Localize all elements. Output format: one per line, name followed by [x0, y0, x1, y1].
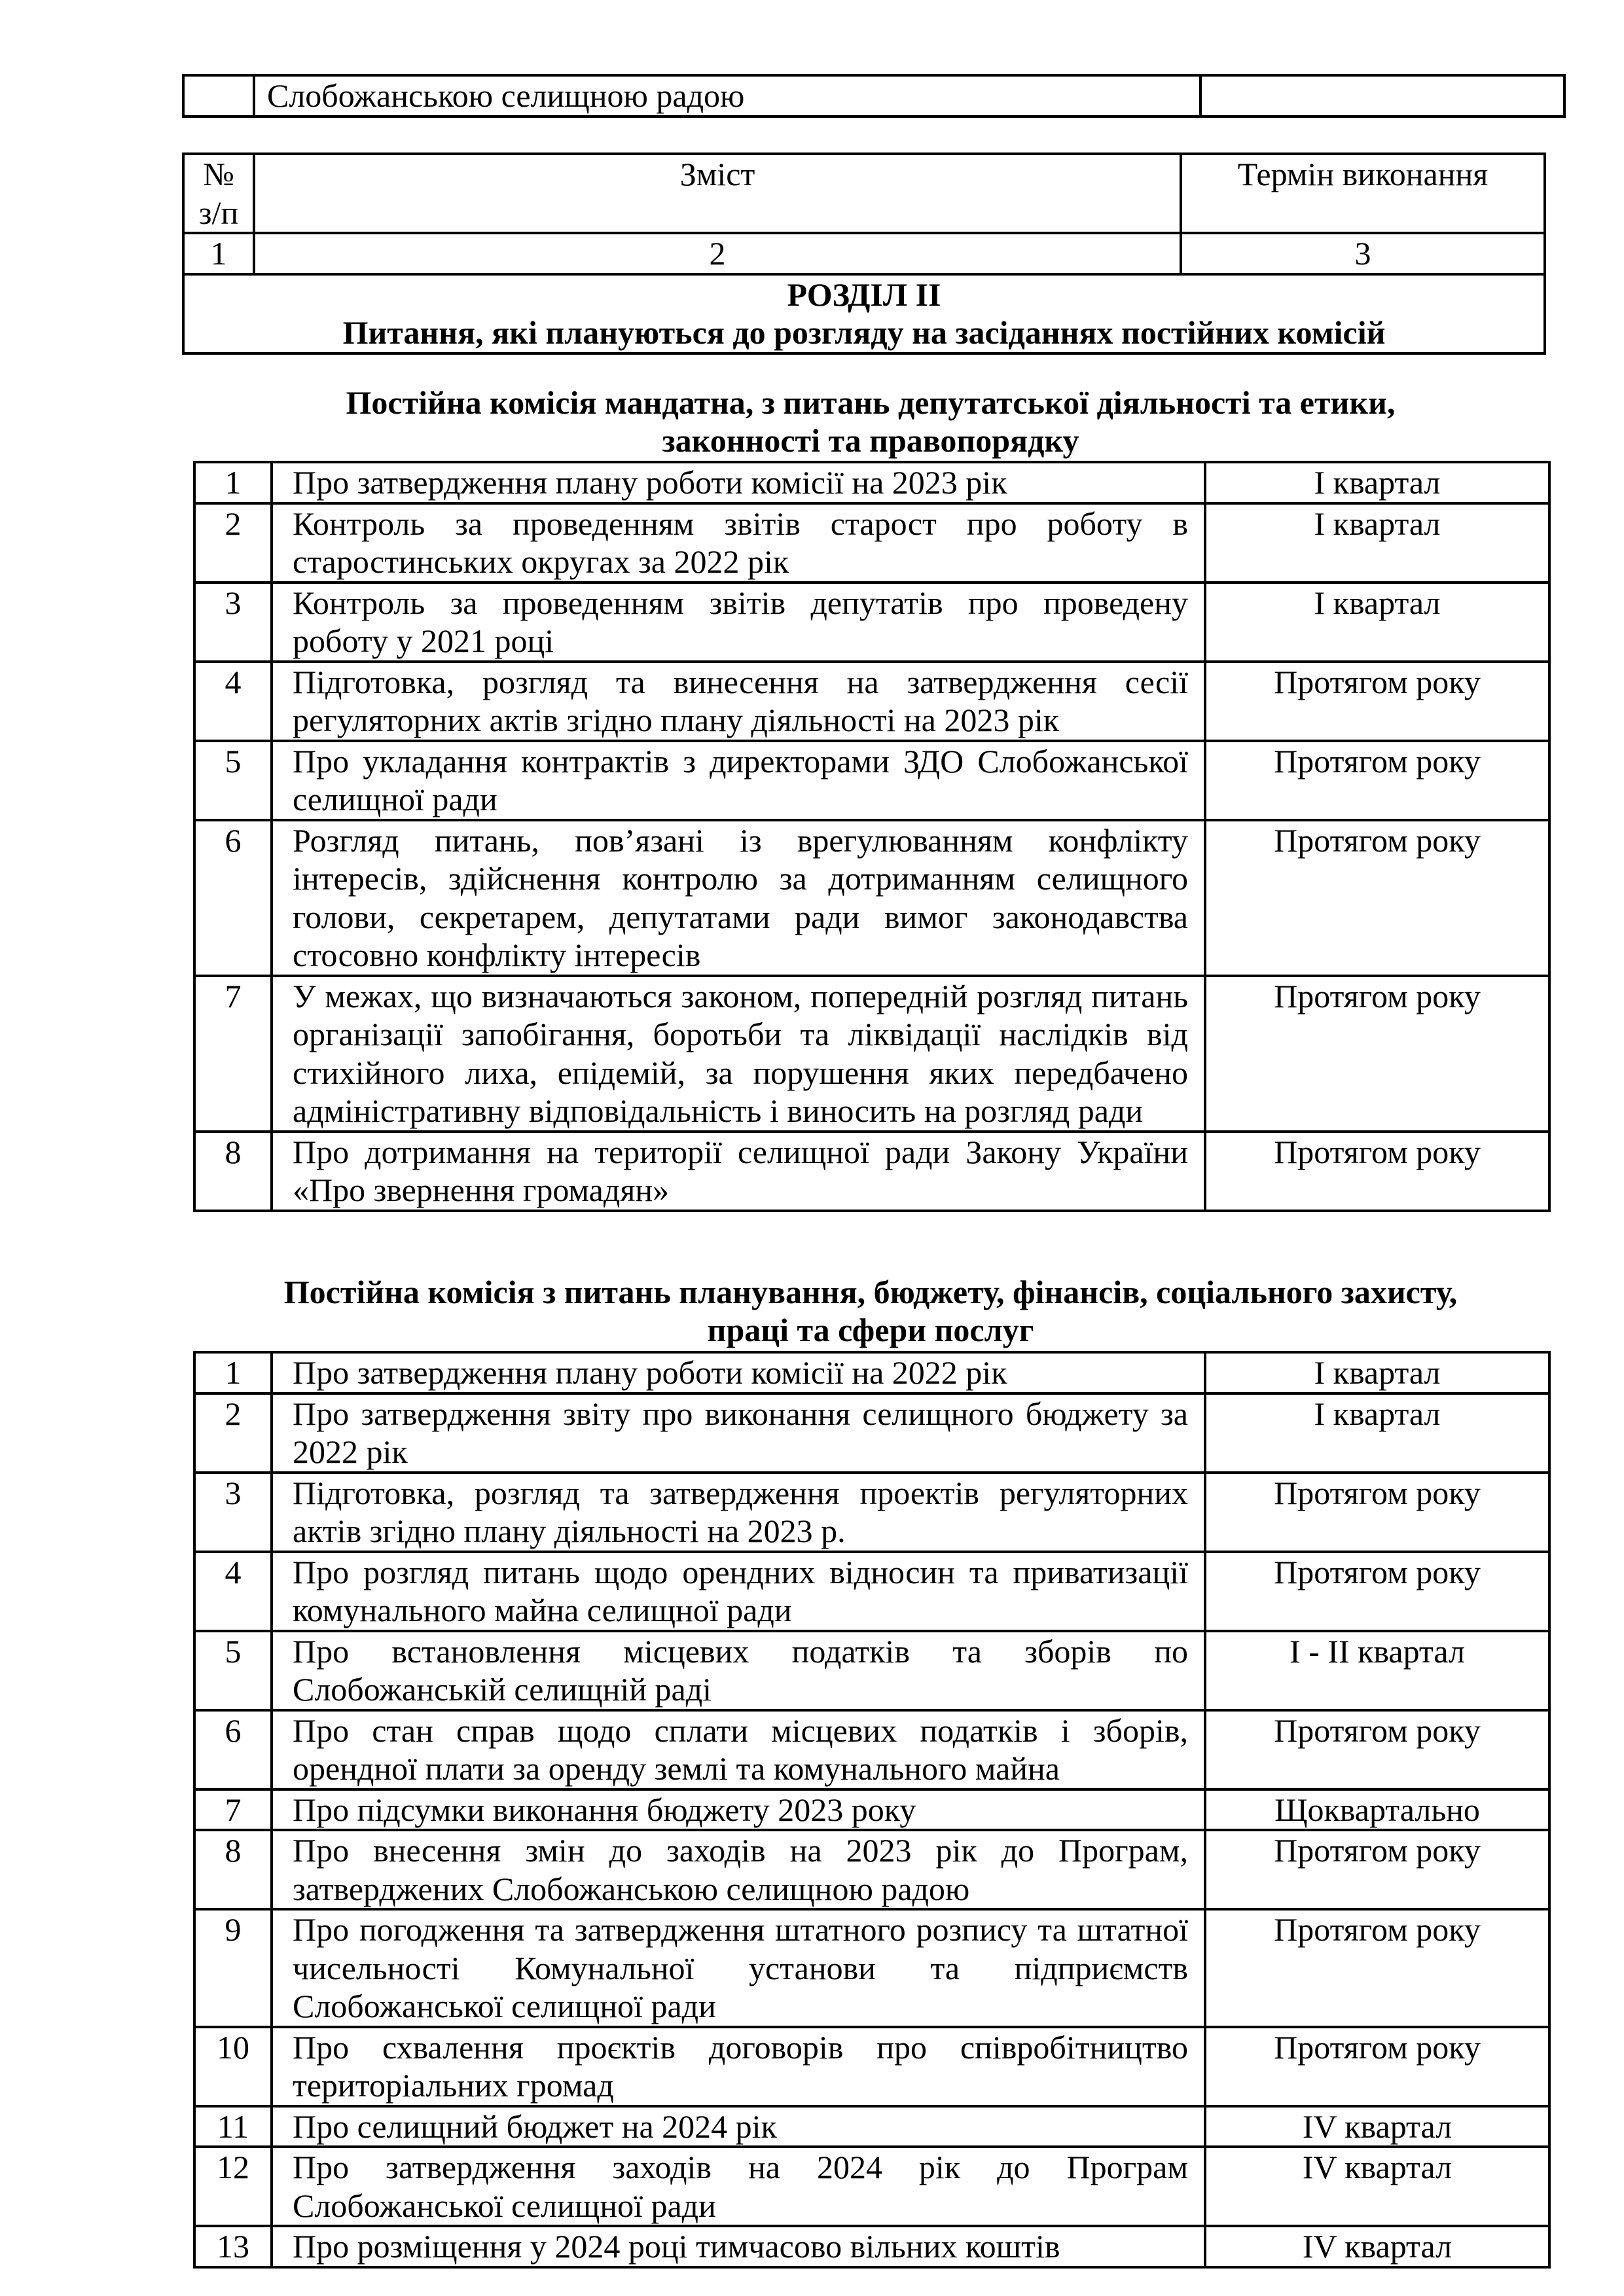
- row-number: 8: [194, 1830, 272, 1909]
- row-number: 10: [194, 2027, 272, 2106]
- row-content: Про затвердження заходів на 2024 рік до Програм Слобожанської селищної ради: [272, 2147, 1205, 2226]
- section-subtitle: Питання, які плануються до розгляду на засіданнях постійних комісій: [342, 314, 1386, 351]
- row-content: Про внесення змін до заходів на 2023 рік до Програм, затверджених Слобожанською селищною радою: [272, 1830, 1205, 1909]
- column-header-content: Зміст: [254, 154, 1181, 233]
- row-number: 3: [194, 583, 272, 662]
- row-number: 3: [194, 1473, 272, 1552]
- row-term: IV квартал: [1205, 2147, 1549, 2226]
- table-row: [194, 1132, 1549, 1211]
- row-number: 7: [194, 976, 272, 1132]
- row-term: IV квартал: [1205, 2226, 1549, 2267]
- row-term: Протягом року: [1205, 1132, 1549, 1211]
- commission-2-title-line1: Постійна комісія з питань планування, бюджету, фінансів, соціального захисту,: [283, 1274, 1458, 1310]
- column-index-3: 3: [1181, 233, 1545, 274]
- row-term: Протягом року: [1205, 976, 1549, 1132]
- table-row: [194, 1830, 1549, 1909]
- row-content: Про схвалення проєктів договорів про співробітництво територіальних громад: [272, 2027, 1205, 2106]
- row-number: 2: [194, 1393, 272, 1473]
- row-number: 12: [194, 2147, 272, 2226]
- column-header-number-line2: з/п: [198, 194, 239, 231]
- table-row: [194, 2027, 1549, 2106]
- table-row: [194, 2106, 1549, 2147]
- commission-2-table: [193, 1351, 1551, 2269]
- row-content: Про встановлення місцевих податків та зборів по Слобожанській селищній раді: [272, 1631, 1205, 1710]
- row-number: 4: [194, 1552, 272, 1631]
- row-content: Про укладання контрактів з директорами ЗДО Слобожанської селищної ради: [272, 741, 1205, 820]
- row-number: 4: [194, 662, 272, 741]
- row-number: [183, 75, 254, 117]
- table-row: [194, 1473, 1549, 1552]
- commission-1-table: [193, 461, 1551, 1212]
- row-number: 5: [194, 741, 272, 820]
- row-term: I квартал: [1205, 1352, 1549, 1393]
- row-content: Про затвердження плану роботи комісії на 2023 рік: [272, 462, 1205, 503]
- commission-2-title-line2: праці та сфери послуг: [707, 1312, 1034, 1348]
- row-term: Протягом року: [1205, 741, 1549, 820]
- row-term: I квартал: [1205, 583, 1549, 662]
- commission-1-title: [193, 384, 1548, 459]
- row-term: Протягом року: [1205, 820, 1549, 976]
- row-number: 8: [194, 1132, 272, 1211]
- row-content: Про затвердження плану роботи комісії на 2022 рік: [272, 1352, 1205, 1393]
- row-number: 13: [194, 2226, 272, 2267]
- row-number: 1: [194, 462, 272, 503]
- section-title-row: [183, 274, 1545, 353]
- row-term: Протягом року: [1205, 1830, 1549, 1909]
- table-row: [194, 741, 1549, 820]
- row-term: Протягом року: [1205, 1909, 1549, 2027]
- row-content: Про селищний бюджет на 2024 рік: [272, 2106, 1205, 2147]
- row-content: Про погодження та затвердження штатного розпису та штатної чисельності Комунальної установи та підприємств Слобожанської селищної ради: [272, 1909, 1205, 2027]
- row-content: Контроль за проведенням звітів старост про роботу в старостинських округах за 2022 рік: [272, 503, 1205, 583]
- table-row: [194, 662, 1549, 741]
- plan-header-table: [182, 152, 1546, 355]
- row-content: Про стан справ щодо сплати місцевих податків і зборів, орендної плати за оренду землі та комунального майна: [272, 1710, 1205, 1789]
- column-index-row: [183, 233, 1545, 274]
- commission-2-title: [193, 1273, 1548, 1349]
- row-number: 11: [194, 2106, 272, 2147]
- column-header-row: [183, 154, 1545, 233]
- row-term: Щоквартально: [1205, 1789, 1549, 1831]
- column-header-term: Термін виконання: [1181, 154, 1545, 233]
- table-row: [194, 462, 1549, 503]
- row-term: Протягом року: [1205, 1552, 1549, 1631]
- row-content: У межах, що визначаються законом, попередній розгляд питань організації запобігання, боротьби та ліквідації наслідків від стихійного лиха, епідемій, за порушення яких передбачено адміністративну відповідальність і виносить на розгляд ради: [272, 976, 1205, 1132]
- table-row: [194, 1631, 1549, 1710]
- table-row: [194, 1552, 1549, 1631]
- row-term: I - II квартал: [1205, 1631, 1549, 1710]
- column-index-1: 1: [183, 233, 254, 274]
- row-content: Про дотримання на території селищної ради Закону України «Про звернення громадян»: [272, 1132, 1205, 1211]
- row-number: 1: [194, 1352, 272, 1393]
- table-row: [194, 1710, 1549, 1789]
- row-term: I квартал: [1205, 503, 1549, 583]
- row-term: I квартал: [1205, 1393, 1549, 1473]
- row-number: 6: [194, 1710, 272, 1789]
- row-term: I квартал: [1205, 462, 1549, 503]
- row-content: Про розгляд питань щодо орендних відносин та приватизації комунального майна селищної ради: [272, 1552, 1205, 1631]
- row-content: Про підсумки виконання бюджету 2023 року: [272, 1789, 1205, 1831]
- row-content: Підготовка, розгляд та винесення на затвердження сесії регуляторних актів згідно плану діяльності на 2023 рік: [272, 662, 1205, 741]
- table-row: [194, 2226, 1549, 2267]
- commission-1-title-line2: законності та правопорядку: [662, 422, 1079, 459]
- section-title: РОЗДІЛ II: [787, 276, 941, 313]
- table-row: [194, 1393, 1549, 1473]
- row-content: Слобожанською селищною радою: [254, 75, 1200, 117]
- table-row: [194, 820, 1549, 976]
- previous-page-table-fragment: [182, 74, 1566, 118]
- column-header-number: [183, 154, 254, 233]
- row-term: Протягом року: [1205, 1473, 1549, 1552]
- row-content: Підготовка, розгляд та затвердження проектів регуляторних актів згідно плану діяльності на 2023 р.: [272, 1473, 1205, 1552]
- table-row: [183, 75, 1564, 117]
- table-row: [194, 1352, 1549, 1393]
- row-number: 5: [194, 1631, 272, 1710]
- row-content: Розгляд питань, пов’язані із врегулюванням конфлікту інтересів, здійснення контролю за дотриманням селищного голови, секретарем, депутатами ради вимог законодавства стосовно конфлікту інтересів: [272, 820, 1205, 976]
- table-row: [194, 1909, 1549, 2027]
- row-number: 6: [194, 820, 272, 976]
- table-row: [194, 503, 1549, 583]
- row-term: [1200, 75, 1564, 117]
- row-number: 2: [194, 503, 272, 583]
- table-row: [194, 976, 1549, 1132]
- column-header-number-line1: №: [203, 156, 234, 192]
- row-term: Протягом року: [1205, 1710, 1549, 1789]
- row-term: Протягом року: [1205, 662, 1549, 741]
- table-row: [194, 1789, 1549, 1831]
- row-number: 9: [194, 1909, 272, 2027]
- table-row: [194, 583, 1549, 662]
- column-index-2: 2: [254, 233, 1181, 274]
- row-term: Протягом року: [1205, 2027, 1549, 2106]
- row-content: Про розміщення у 2024 році тимчасово вільних коштів: [272, 2226, 1205, 2267]
- section-title-cell: [183, 274, 1545, 353]
- row-term: IV квартал: [1205, 2106, 1549, 2147]
- table-row: [194, 2147, 1549, 2226]
- commission-1-title-line1: Постійна комісія мандатна, з питань депутатської діяльності та етики,: [346, 384, 1396, 421]
- row-content: Контроль за проведенням звітів депутатів про проведену роботу у 2021 році: [272, 583, 1205, 662]
- row-content: Про затвердження звіту про виконання селищного бюджету за 2022 рік: [272, 1393, 1205, 1473]
- row-number: 7: [194, 1789, 272, 1831]
